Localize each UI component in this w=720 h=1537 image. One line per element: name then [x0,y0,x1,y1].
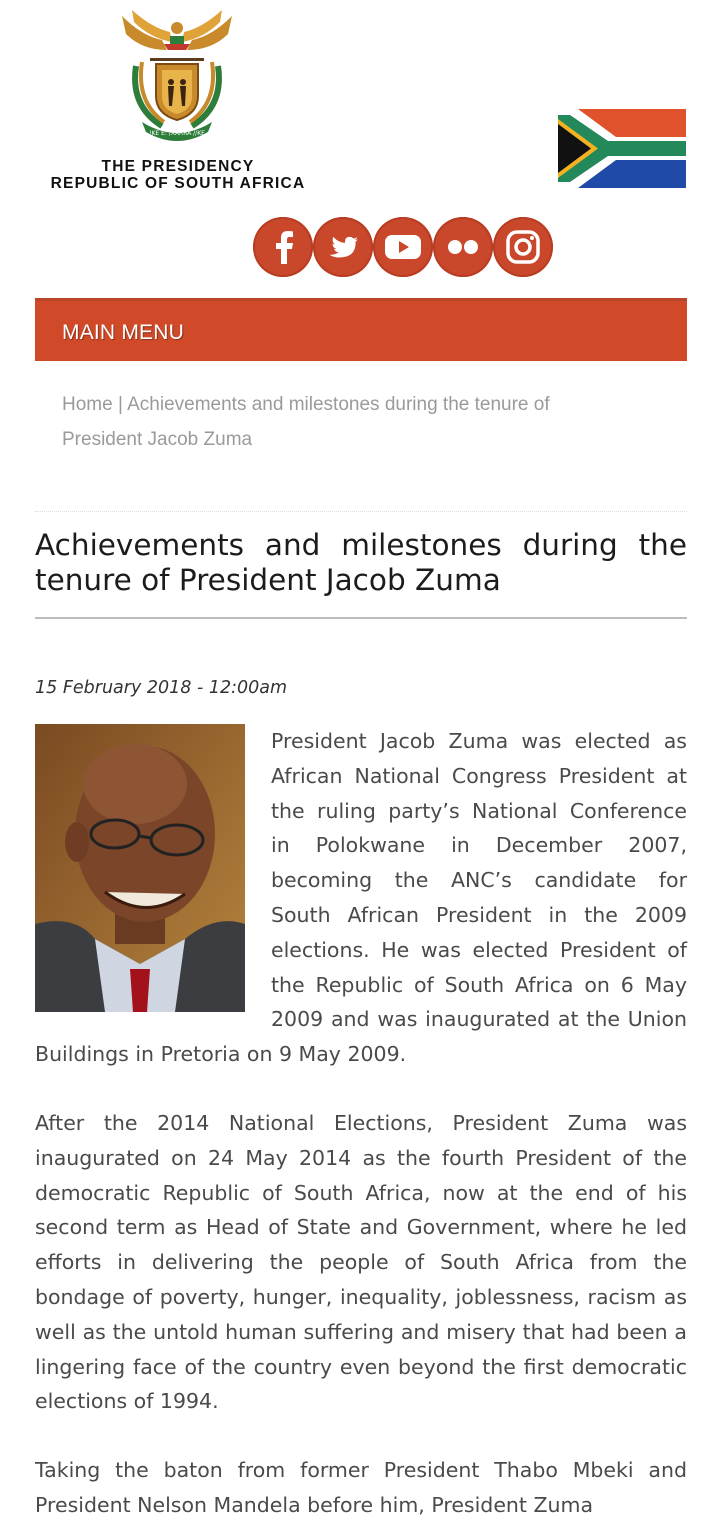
article-date: 15 February 2018 - 12:00am [35,678,288,698]
flickr-link[interactable] [433,217,493,277]
title-divider [35,617,687,619]
page-title: Achievements and milestones during the tenure of President Jacob Zuma [35,528,687,597]
site-title[interactable] [32,158,324,192]
motto-text: !KE E: /XARRA //KE [149,130,205,137]
org-line-1: THE PRESIDENCY [101,158,255,175]
article-paragraph-3: Taking the baton from former President Thabo Mbeki and President Nelson Mandela before him, President Zuma [35,1458,687,1517]
twitter-link[interactable] [313,217,373,277]
flickr-icon [446,239,480,255]
facebook-icon [270,230,296,264]
org-line-2: REPUBLIC OF SOUTH AFRICA [50,175,306,192]
article-paragraph-1 [35,724,687,1072]
paragraph-text: President Jacob Zuma was elected as African National Congress President at the ruling party’s National Conference in Polokwane in December 2007, becoming the ANC’s candidate for South African President in the 2009 elections. He was elected President of the Republic of South Africa on 6 May 2009 and was inaugurated at the Union Buildings in Pretoria on 9 May 2009. [35,729,687,1067]
twitter-icon [326,233,360,261]
youtube-icon [384,233,422,261]
main-menu-label: MAIN MENU [62,321,184,344]
instagram-link[interactable] [493,217,553,277]
facebook-link[interactable] [253,217,313,277]
instagram-icon [506,230,540,264]
youtube-link[interactable] [373,217,433,277]
coat-of-arms-logo[interactable] [112,6,242,142]
article-paragraph-2: After the 2014 National Elections, President Zuma was inaugurated on 24 May 2014 as the fourth President of the democratic Republic of South Africa, now at the end of his second term as Head of State and Government, where he led efforts in delivering the people of South Africa from the bondage of poverty, hunger, inequality, joblessness, racism as well as the untold human suffering and misery that had been a lingering face of the country even beyond the first democratic elections of 1994. [35,1111,687,1414]
divider [35,511,687,512]
south-africa-flag [558,109,686,188]
main-menu-bar[interactable] [35,298,687,361]
social-links [253,217,553,277]
breadcrumb[interactable]: Home | Achievements and milestones during the tenure of President Jacob Zuma [62,394,550,450]
site-header [0,0,720,290]
